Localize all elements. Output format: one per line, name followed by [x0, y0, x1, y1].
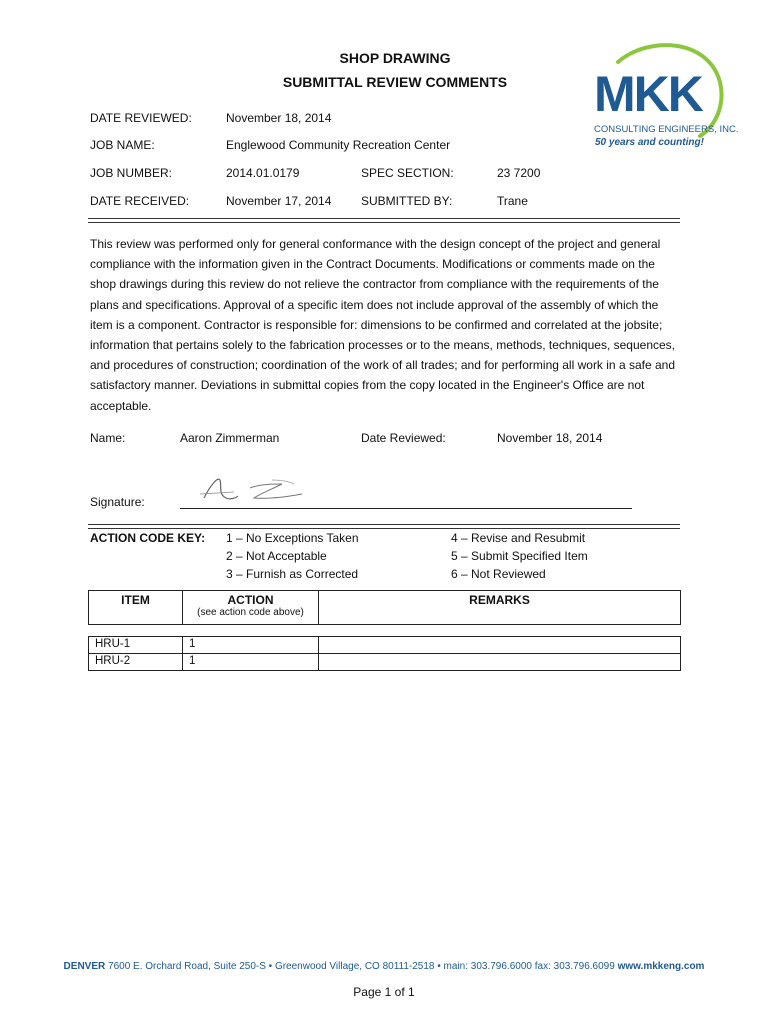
signature-image [190, 472, 320, 506]
footer-website-link[interactable]: www.mkkeng.com [617, 961, 705, 972]
action-code-key-label: ACTION CODE KEY: [90, 531, 206, 545]
signature-icon [190, 472, 320, 506]
table-cell-item: HRU-1 [89, 637, 183, 654]
table-cell-remarks [319, 637, 681, 654]
reviewer-name-label: Name: [90, 431, 126, 445]
table-cell-item: HRU-2 [89, 654, 183, 671]
column-header-item: ITEM [89, 591, 183, 625]
divider [88, 528, 680, 529]
table-cell-action: 1 [183, 637, 319, 654]
divider [88, 524, 680, 525]
footer-address-text: 7600 E. Orchard Road, Suite 250-S • Greenwood Village, CO 80111-2518 • main: 303.796.6000 fax: 303.796.6099 [105, 961, 618, 972]
review-table-body [88, 636, 681, 671]
date-reviewed-value: November 18, 2014 [226, 111, 332, 125]
column-header-action [183, 591, 319, 625]
submitted-by-label: SUBMITTED BY: [361, 194, 453, 208]
review-disclaimer: This review was performed only for general conformance with the design concept of the project and general compliance with the information given in the Contract Documents. Modifications or comments made on the shop drawings during this review do not relieve the contractor from compliance with the requirements of the plans and specifications. Approval of a specific item does not include approval of the assembly of which the item is a component. Contractor is responsible for: dimensions to be confirmed and correlated at the jobsite; information that pertains solely to the fabrication processes or to the means, methods, techniques, sequences, and procedures of construction; coordination of the work of all trades; and for performing all work in a safe and satisfactory manner. Deviations in submittal copies from the copy located in the Engineer's Office are not acceptable. [90, 237, 675, 413]
table-cell-remarks [319, 654, 681, 671]
footer-city: DENVER [63, 961, 106, 972]
table-cell-action: 1 [183, 654, 319, 671]
action-header-note: (see action code above) [197, 607, 304, 618]
divider [88, 222, 680, 223]
signature-line [180, 508, 632, 509]
job-number-value: 2014.01.0179 [226, 166, 300, 180]
page-subtitle: SUBMITTAL REVIEW COMMENTS [282, 74, 508, 90]
reviewer-name: Aaron Zimmerman [180, 431, 280, 445]
action-code-5: 5 – Submit Specified Item [451, 549, 588, 563]
footer-address [0, 961, 768, 972]
logo-letters: MKK [594, 66, 702, 122]
company-logo [588, 40, 739, 152]
reviewer-date: November 18, 2014 [497, 431, 603, 445]
signature-label: Signature: [90, 495, 145, 509]
table-row [89, 654, 681, 671]
action-code-1: 1 – No Exceptions Taken [226, 531, 359, 545]
page-title: SHOP DRAWING [339, 50, 451, 66]
logo-subtitle: CONSULTING ENGINEERS, INC. [594, 124, 739, 135]
column-header-remarks: REMARKS [319, 591, 681, 625]
date-received-label: DATE RECEIVED: [90, 194, 190, 208]
job-number-label: JOB NUMBER: [90, 166, 173, 180]
action-code-2: 2 – Not Acceptable [226, 549, 327, 563]
table-row [89, 637, 681, 654]
job-name-label: JOB NAME: [90, 138, 155, 152]
action-code-6: 6 – Not Reviewed [451, 567, 546, 581]
action-code-4: 4 – Revise and Resubmit [451, 531, 586, 545]
reviewer-date-label: Date Reviewed: [361, 431, 446, 445]
divider [88, 218, 680, 219]
page-number: Page 1 of 1 [353, 985, 415, 999]
action-header-label: ACTION [227, 593, 274, 607]
submitted-by-value: Trane [497, 194, 528, 208]
spec-section-label: SPEC SECTION: [361, 166, 454, 180]
date-reviewed-label: DATE REVIEWED: [90, 111, 192, 125]
spec-section-value: 23 7200 [497, 166, 541, 180]
job-name-value: Englewood Community Recreation Center [226, 138, 451, 152]
action-code-3: 3 – Furnish as Corrected [226, 567, 359, 581]
date-received-value: November 17, 2014 [226, 194, 332, 208]
logo-tagline: 50 years and counting! [595, 137, 704, 148]
review-table-header [88, 590, 681, 625]
